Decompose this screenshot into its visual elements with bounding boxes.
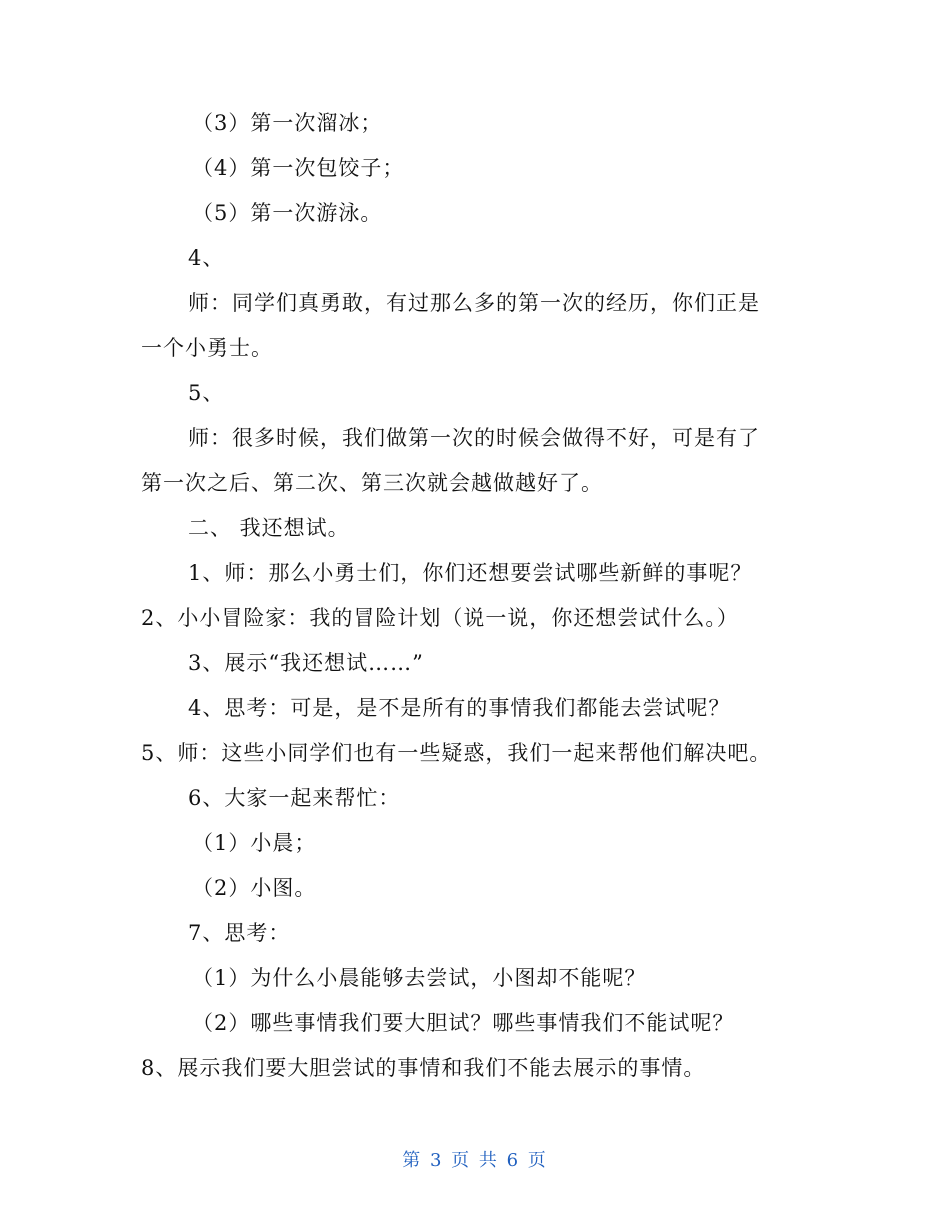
paragraph-line: 2、小小冒险家：我的冒险计划（说一说，你还想尝试什么。） [141,606,739,630]
list-item: （5）第一次游泳。 [192,201,383,225]
paragraph-line: 5、师：这些小同学们也有一些疑惑，我们一起来帮他们解决吧。 [141,741,772,765]
section-number: 5、 [188,381,225,405]
paragraph-line: 7、思考： [188,921,291,945]
paragraph-line: 8、展示我们要大胆尝试的事情和我们不能去展示的事情。 [141,1056,706,1080]
list-item: （2）小图。 [192,876,317,900]
list-item: （2）哪些事情我们要大胆试？哪些事情我们不能试呢？ [192,1011,735,1035]
paragraph-line: 一个小勇士。 [141,336,273,360]
list-item: （1）小晨； [192,831,317,855]
page-number-footer: 第 3 页 共 6 页 [402,1150,548,1171]
section-number: 4、 [188,246,225,270]
list-item: （4）第一次包饺子； [192,156,405,180]
paragraph-line: 师：很多时候，我们做第一次的时候会做得不好，可是有了 [188,426,760,450]
paragraph-line: 第一次之后、第二次、第三次就会越做越好了。 [141,471,603,495]
paragraph-line: 1、师：那么小勇士们，你们还想要尝试哪些新鲜的事呢？ [188,561,753,585]
paragraph-line: 3、展示“我还想试……” [188,651,424,675]
section-heading: 二、 我还想试。 [188,516,350,540]
list-item: （3）第一次溜冰； [192,111,383,135]
paragraph-line: 6、大家一起来帮忙： [188,786,401,810]
paragraph-line: 师：同学们真勇敢，有过那么多的第一次的经历，你们正是 [188,291,760,315]
list-item: （1）为什么小晨能够去尝试，小图却不能呢？ [192,966,647,990]
paragraph-line: 4、思考：可是，是不是所有的事情我们都能去尝试呢？ [188,696,731,720]
